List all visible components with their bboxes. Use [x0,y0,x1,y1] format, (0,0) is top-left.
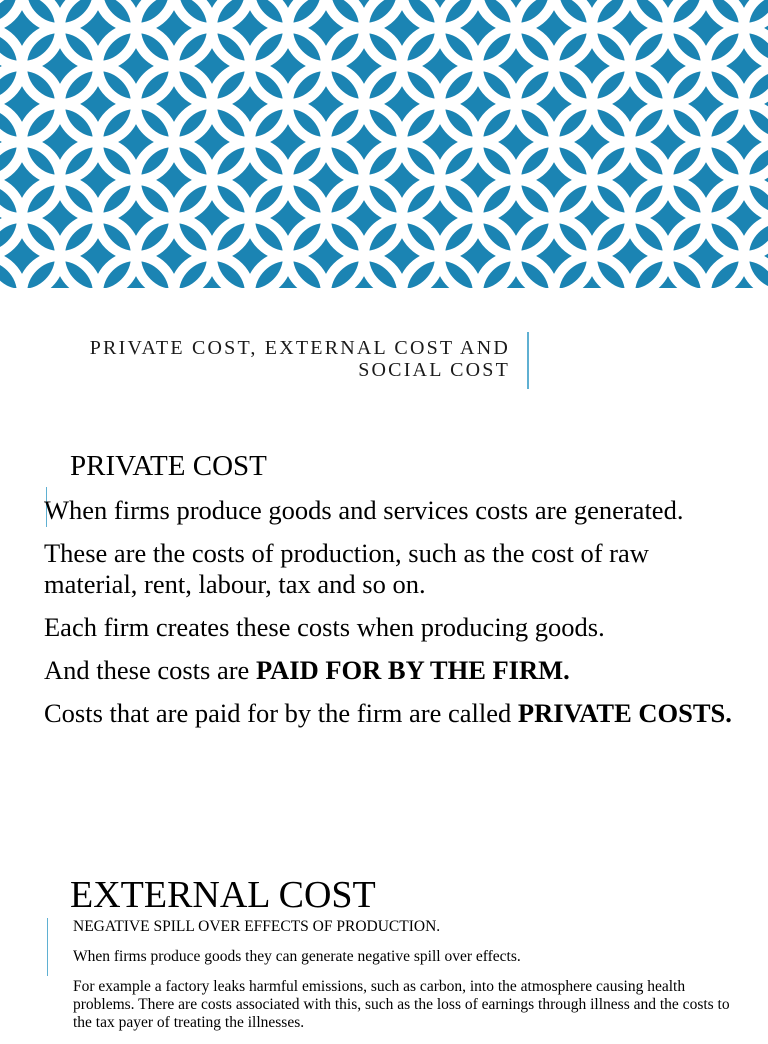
private-cost-heading: PRIVATE COST [70,450,267,482]
private-paragraph-5 [44,698,734,729]
external-cost-body [73,918,733,1044]
private-paragraph-3: Each firm creates these costs when producing goods. [44,612,605,642]
page-title-line-1: PRIVATE COST, EXTERNAL COST AND [89,337,510,359]
private-paragraph-2: These are the costs of production, such as the cost of raw material, rent, labour, tax and so on. [44,538,649,599]
page-title-line-2: SOCIAL COST [358,359,510,381]
paid-by-firm-emphasis: PAID FOR BY THE FIRM. [255,655,570,685]
page-title [30,337,510,381]
title-accent-rule [527,332,529,389]
decorative-banner [0,0,768,288]
external-paragraph-3: For example a factory leaks harmful emissions, such as carbon, into the atmosphere causing health problems. There are costs associated with this, such as the loss of earnings through illness and the costs to the tax payer of treating the illnesses. [73,978,730,1031]
external-paragraph-1: NEGATIVE SPILL OVER EFFECTS OF PRODUCTION. [73,918,441,935]
external-paragraph-2: When firms produce goods they can generate negative spill over effects. [73,948,521,965]
private-paragraph-4 [44,655,734,686]
private-paragraph-5-text: Costs that are paid for by the firm are called [44,698,518,728]
banner-pattern [0,0,768,288]
private-cost-body [44,495,734,741]
private-costs-emphasis: PRIVATE COSTS. [517,698,732,728]
external-cost-heading: EXTERNAL COST [70,874,376,916]
private-paragraph-4-text: And these costs are [44,655,256,685]
private-paragraph-1: When firms produce goods and services costs are generated. [44,495,684,525]
external-accent-rule [47,918,48,976]
